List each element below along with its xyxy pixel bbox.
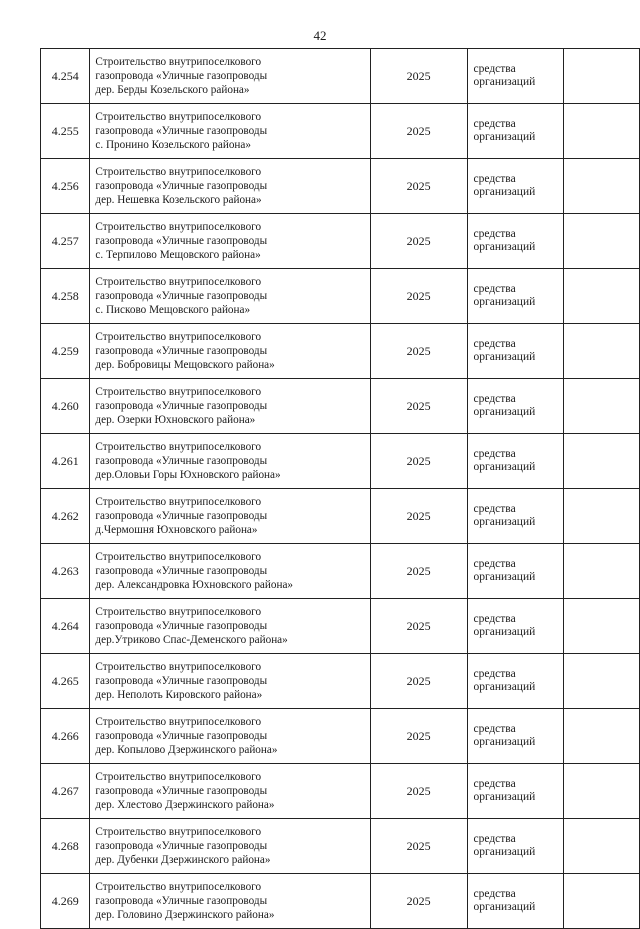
description-line: газопровода «Уличные газопроводы [95,620,268,632]
year-cell [370,874,467,929]
description-line: Строительство внутрипоселкового [95,881,262,893]
funding-source-cell [467,489,564,544]
year: 2025 [406,343,431,358]
year: 2025 [406,563,431,578]
description-line: Строительство внутрипоселкового [95,221,262,233]
description-cell [90,104,370,159]
funding-source-line: организаций [473,681,536,693]
funding-source-cell [467,104,564,159]
item-number-cell [41,489,90,544]
item-number-cell [41,434,90,489]
funding-source-line: средства [473,668,516,680]
item-number-cell [41,764,90,819]
year-cell [370,819,467,874]
funding-source-line: организаций [473,406,536,418]
description-line: газопровода «Уличные газопроводы [95,345,268,357]
description-line: дер. Хлестово Дзержинского района» [95,799,275,811]
description-line: Строительство внутрипоселкового [95,716,262,728]
year-cell [370,214,467,269]
description-line: с. Пронино Козельского района» [95,139,251,151]
funding-source-line: средства [473,393,516,405]
year: 2025 [406,618,431,633]
description-line: газопровода «Уличные газопроводы [95,510,268,522]
description-line: Строительство внутрипоселкового [95,56,262,68]
table-row [41,214,640,269]
funding-source-line: организаций [473,241,536,253]
funding-source-line: средства [473,503,516,515]
item-number: 4.269 [51,893,79,908]
table-row [41,159,640,214]
empty-cell [564,214,640,269]
year: 2025 [406,68,431,83]
description-line: газопровода «Уличные газопроводы [95,785,268,797]
funding-source-cell [467,324,564,379]
funding-source-cell [467,599,564,654]
description-cell [90,819,370,874]
funding-source-cell [467,269,564,324]
table-row [41,544,640,599]
empty-cell [564,269,640,324]
description-cell [90,214,370,269]
funding-source-line: средства [473,613,516,625]
year-cell [370,49,467,104]
item-number: 4.264 [51,618,79,633]
description-line: дер. Берды Козельского района» [95,84,250,96]
program-table [40,48,640,929]
funding-source-line: средства [473,173,516,185]
year: 2025 [406,893,431,908]
description-line: Строительство внутрипоселкового [95,386,262,398]
description-cell [90,874,370,929]
empty-cell [564,764,640,819]
description-line: дер. Неполоть Кировского района» [95,689,263,701]
item-number: 4.260 [51,398,79,413]
year-cell [370,269,467,324]
description-line: газопровода «Уличные газопроводы [95,895,268,907]
funding-source-line: средства [473,338,516,350]
year-cell [370,544,467,599]
description-line: Строительство внутрипоселкового [95,441,262,453]
item-number-cell [41,214,90,269]
funding-source-line: средства [473,63,516,75]
year: 2025 [406,783,431,798]
year: 2025 [406,728,431,743]
item-number-cell [41,599,90,654]
table-row [41,434,640,489]
year-cell [370,379,467,434]
funding-source-line: организаций [473,131,536,143]
page-number: 42 [313,28,327,43]
item-number-cell [41,544,90,599]
item-number: 4.259 [51,343,79,358]
item-number-cell [41,49,90,104]
description-line: Строительство внутрипоселкового [95,496,262,508]
program-table-body [41,49,640,929]
empty-cell [564,599,640,654]
description-line: Строительство внутрипоселкового [95,551,262,563]
description-line: Строительство внутрипоселкового [95,331,262,343]
funding-source-line: средства [473,118,516,130]
item-number: 4.261 [51,453,79,468]
empty-cell [564,379,640,434]
table-row [41,489,640,544]
funding-source-line: средства [473,228,516,240]
year: 2025 [406,233,431,248]
description-line: д.Чермошня Юхновского района» [95,524,258,536]
item-number-cell [41,874,90,929]
empty-cell [564,159,640,214]
table-row [41,599,640,654]
description-line: газопровода «Уличные газопроводы [95,565,268,577]
year: 2025 [406,178,431,193]
funding-source-cell [467,544,564,599]
year: 2025 [406,288,431,303]
funding-source-line: организаций [473,186,536,198]
empty-cell [564,49,640,104]
funding-source-cell [467,49,564,104]
item-number: 4.267 [51,783,79,798]
description-line: газопровода «Уличные газопроводы [95,70,268,82]
funding-source-cell [467,709,564,764]
description-cell [90,709,370,764]
funding-source-line: средства [473,888,516,900]
description-cell [90,324,370,379]
funding-source-line: организаций [473,76,536,88]
item-number: 4.268 [51,838,79,853]
year-cell [370,709,467,764]
description-line: газопровода «Уличные газопроводы [95,455,268,467]
year: 2025 [406,673,431,688]
table-row [41,819,640,874]
funding-source-line: организаций [473,571,536,583]
funding-source-line: организаций [473,351,536,363]
item-number-cell [41,104,90,159]
table-row [41,709,640,764]
empty-cell [564,709,640,764]
description-line: с. Писково Мещовского района» [95,304,251,316]
description-line: дер. Дубенки Дзержинского района» [95,854,271,866]
description-line: газопровода «Уличные газопроводы [95,730,268,742]
item-number-cell [41,159,90,214]
description-line: газопровода «Уличные газопроводы [95,675,268,687]
description-line: дер.Оловьи Горы Юхновского района» [95,469,281,481]
empty-cell [564,819,640,874]
description-line: Строительство внутрипоселкового [95,111,262,123]
empty-cell [564,104,640,159]
year: 2025 [406,453,431,468]
year: 2025 [406,838,431,853]
description-line: газопровода «Уличные газопроводы [95,840,268,852]
item-number-cell [41,819,90,874]
item-number: 4.255 [51,123,79,138]
item-number: 4.254 [51,68,79,83]
year-cell [370,489,467,544]
description-line: Строительство внутрипоселкового [95,166,262,178]
empty-cell [564,324,640,379]
funding-source-line: средства [473,283,516,295]
table-row [41,269,640,324]
description-line: газопровода «Уличные газопроводы [95,235,268,247]
table-row [41,654,640,709]
description-line: с. Терпилово Мещовского района» [95,249,261,261]
description-line: дер. Бобровицы Мещовского района» [95,359,275,371]
empty-cell [564,489,640,544]
funding-source-line: организаций [473,901,536,913]
table-row [41,104,640,159]
description-line: газопровода «Уличные газопроводы [95,290,268,302]
funding-source-cell [467,874,564,929]
funding-source-cell [467,764,564,819]
description-line: дер.Утриково Спас-Деменского района» [95,634,288,646]
empty-cell [564,434,640,489]
description-line: Строительство внутрипоселкового [95,826,262,838]
funding-source-cell [467,654,564,709]
item-number: 4.263 [51,563,79,578]
year-cell [370,764,467,819]
item-number: 4.262 [51,508,79,523]
description-line: дер. Александровка Юхновского района» [95,579,293,591]
item-number-cell [41,269,90,324]
funding-source-line: средства [473,723,516,735]
table-row [41,874,640,929]
description-line: газопровода «Уличные газопроводы [95,180,268,192]
year: 2025 [406,398,431,413]
funding-source-line: организаций [473,791,536,803]
year: 2025 [406,508,431,523]
description-line: Строительство внутрипоселкового [95,276,262,288]
funding-source-line: организаций [473,516,536,528]
description-line: Строительство внутрипоселкового [95,771,262,783]
item-number: 4.257 [51,233,79,248]
empty-cell [564,654,640,709]
year: 2025 [406,123,431,138]
table-row [41,764,640,819]
funding-source-line: организаций [473,846,536,858]
description-cell [90,764,370,819]
description-line: газопровода «Уличные газопроводы [95,125,268,137]
description-cell [90,599,370,654]
funding-source-cell [467,434,564,489]
item-number: 4.256 [51,178,79,193]
description-line: дер. Головино Дзержинского района» [95,909,275,921]
empty-cell [564,874,640,929]
funding-source-cell [467,819,564,874]
item-number: 4.265 [51,673,79,688]
table-row [41,324,640,379]
funding-source-line: средства [473,833,516,845]
description-line: дер. Копылово Дзержинского района» [95,744,278,756]
year-cell [370,434,467,489]
funding-source-line: организаций [473,296,536,308]
table-row [41,379,640,434]
item-number: 4.266 [51,728,79,743]
year-cell [370,104,467,159]
item-number-cell [41,379,90,434]
funding-source-line: организаций [473,461,536,473]
funding-source-line: организаций [473,626,536,638]
description-cell [90,159,370,214]
item-number-cell [41,709,90,764]
description-cell [90,379,370,434]
description-cell [90,489,370,544]
funding-source-line: организаций [473,736,536,748]
funding-source-cell [467,214,564,269]
year-cell [370,159,467,214]
funding-source-line: средства [473,558,516,570]
description-line: Строительство внутрипоселкового [95,606,262,618]
description-cell [90,544,370,599]
funding-source-cell [467,379,564,434]
item-number: 4.258 [51,288,79,303]
year-cell [370,324,467,379]
table-row [41,49,640,104]
description-cell [90,654,370,709]
description-cell [90,269,370,324]
description-cell [90,49,370,104]
funding-source-cell [467,159,564,214]
description-line: газопровода «Уличные газопроводы [95,400,268,412]
funding-source-line: средства [473,778,516,790]
item-number-cell [41,654,90,709]
funding-source-line: средства [473,448,516,460]
description-cell [90,434,370,489]
description-line: дер. Озерки Юхновского района» [95,414,256,426]
description-line: дер. Нешевка Козельского района» [95,194,262,206]
item-number-cell [41,324,90,379]
year-cell [370,654,467,709]
description-line: Строительство внутрипоселкового [95,661,262,673]
empty-cell [564,544,640,599]
year-cell [370,599,467,654]
